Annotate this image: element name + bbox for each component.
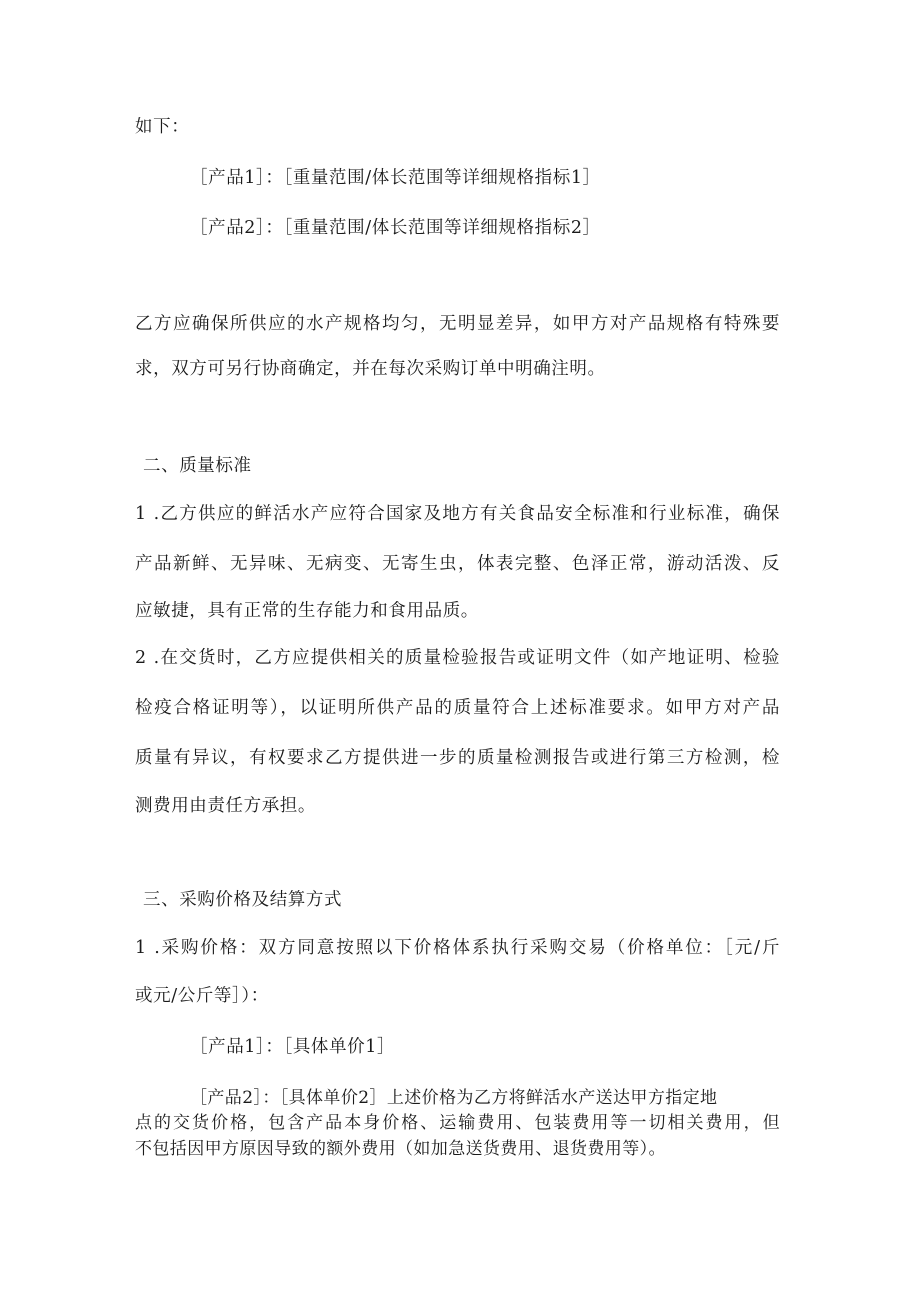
spec-item-1: ［产品1］：［重量范围/体长范围等详细规格指标1］ [190, 168, 601, 188]
section-2-item-1-line-1: 1 .乙方供应的鲜活水产应符合国家及地方有关食品安全标准和行业标准，确保 [135, 504, 780, 524]
section-3-item-1-line-2: 或元/公斤等］）： [135, 986, 269, 1006]
section-2-item-1-line-3: 应敏捷，具有正常的生存能力和食用品质。 [135, 601, 479, 621]
section-2-item-2-line-3: 质量有异议，有权要求乙方提供进一步的质量检测报告或进行第三方检测，检 [135, 748, 780, 768]
intro-text: 如下： [135, 117, 190, 137]
spec-note-line-2: 求，双方可另行协商确定，并在每次采购订单中明确注明。 [135, 359, 606, 379]
section-2-heading: 二、质量标准 [143, 456, 252, 476]
spec-item-2: ［产品2］：［重量范围/体长范围等详细规格指标2］ [190, 218, 601, 238]
price-item-1: ［产品1］：［具体单价1］ [190, 1037, 396, 1057]
price-item-2-line-1: ［产品2］：［具体单价2］上述价格为乙方将鲜活水产送达甲方指定地 [190, 1088, 718, 1108]
spec-note-line-1: 乙方应确保所供应的水产规格均匀，无明显差异，如甲方对产品规格有特殊要 [135, 314, 780, 334]
section-3-heading: 三、采购价格及结算方式 [143, 890, 343, 910]
section-2-item-1-line-2: 产品新鲜、无异味、无病变、无寄生虫，体表完整、色泽正常，游动活泼、反 [135, 554, 780, 574]
section-2-item-2-line-4: 测费用由责任方承担。 [135, 796, 316, 816]
section-3-item-1-line-1: 1 .采购价格：双方同意按照以下价格体系执行采购交易（价格单位：［元/斤 [135, 938, 780, 958]
price-item-2-line-2: 点的交货价格，包含产品本身价格、运输费用、包装费用等一切相关费用，但 [135, 1113, 780, 1133]
section-2-item-2-line-2: 检疫合格证明等），以证明所供产品的质量符合上述标准要求。如甲方对产品 [135, 698, 780, 718]
price-item-2-line-3: 不包括因甲方原因导致的额外费用（如加急送货费用、退货费用等）。 [135, 1139, 666, 1159]
section-2-item-2-line-1: 2 .在交货时，乙方应提供相关的质量检验报告或证明文件（如产地证明、检验 [135, 648, 780, 668]
